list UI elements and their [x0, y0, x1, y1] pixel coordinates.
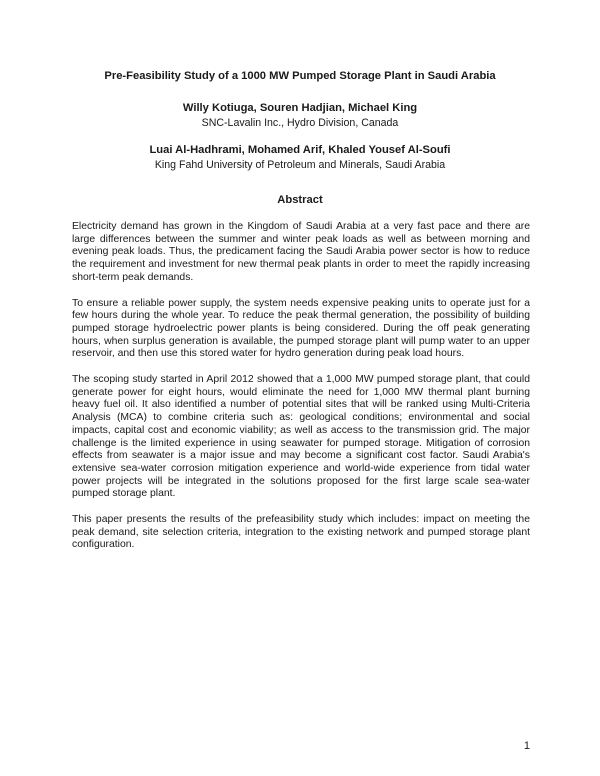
paper-title: Pre-Feasibility Study of a 1000 MW Pumped Storage Plant in Saudi Arabia: [104, 70, 496, 82]
author-names: Luai Al-Hadhrami, Mohamed Arif, Khaled Yousef Al-Soufi: [149, 144, 451, 156]
author-group-2: [0, 142, 600, 173]
abstract-paragraph: To ensure a reliable power supply, the system needs expensive peaking units to operate just for a few hours during the whole year. To reduce the peak thermal generation, the possibility of building pumped storage hydroelectric power plants is being considered. During the off peak generating hours, when surplus generation is available, the pumped storage plant will pump water to an upper reservoir, and then use this stored water for hydro generation during peak load hours.: [72, 297, 530, 360]
author-affiliation: SNC-Lavalin Inc., Hydro Division, Canada: [201, 117, 399, 129]
author-affiliation: King Fahd University of Petroleum and Minerals, Saudi Arabia: [154, 159, 446, 171]
author-names: Willy Kotiuga, Souren Hadjian, Michael King: [182, 102, 418, 114]
abstract-paragraph: Electricity demand has grown in the Kingdom of Saudi Arabia at a very fast pace and there are large differences between the summer and winter peak loads as well as between morning and evening peak loads. Thus, the predicament facing the Saudi Arabia power sector is how to reduce the requirement and investment for new thermal peak plants in order to meet the rapidly increasing short-term peak demands.: [72, 221, 530, 283]
abstract-heading: Abstract: [277, 194, 323, 206]
abstract-paragraph: The scoping study started in April 2012 showed that a 1,000 MW pumped storage plant, that could generate power for eight hours, would eliminate the need for 1,000 MW thermal plant burning heavy fuel oil. It also identified a number of potential sites that will be ranked using Multi-Criteria Analysis (MCA) to combine criteria such as: geological conditions; environmental and social impacts, capital cost and economic viability; as well as access to the transmission grid. The major challenge is the limited experience in using seawater for pumped storage. Mitigation of corrosion effects from seawater is a major issue and may become a significant cost factor. Saudi Arabia's extensive sea-water corrosion mitigation experience and world-wide experience from tidal water power projects will be integrated in the solutions proposed for the first large scale sea-water pumped storage plant.: [72, 374, 530, 500]
abstract-paragraph: This paper presents the results of the prefeasibility study which includes: impact on meeting the peak demand, site selection criteria, integration to the existing network and pumped storage plant configuration.: [72, 514, 530, 551]
abstract-body: [72, 221, 530, 565]
page-number: 1: [523, 740, 530, 752]
author-group-1: [0, 100, 600, 131]
